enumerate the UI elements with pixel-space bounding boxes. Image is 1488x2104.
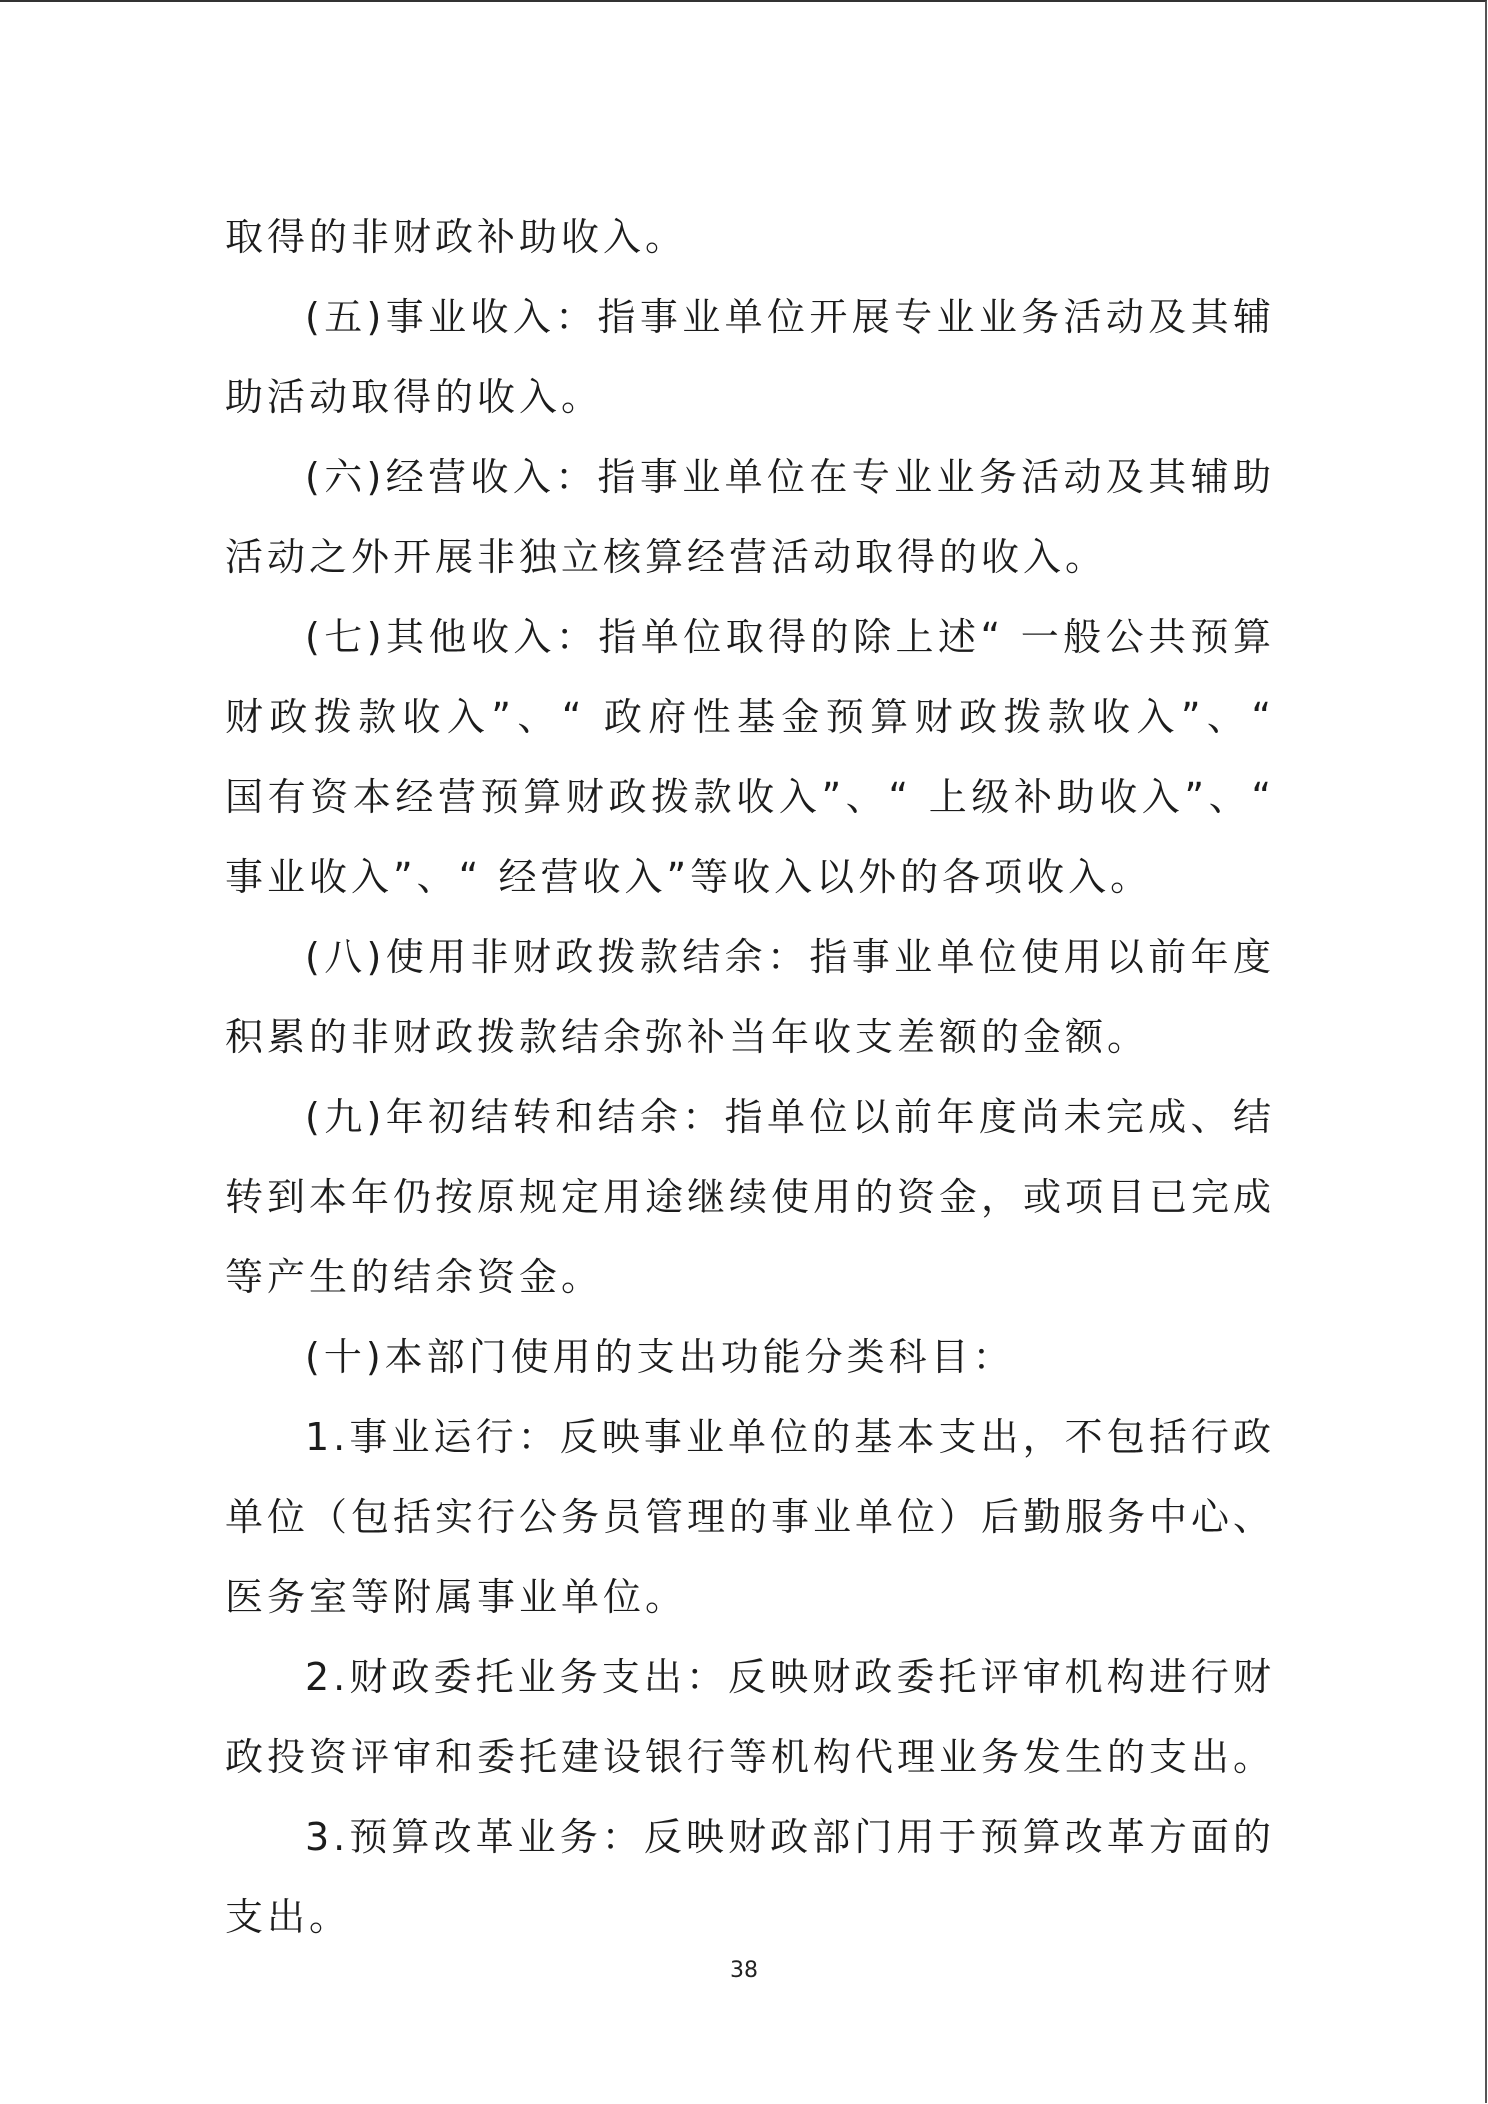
- paragraph-continuation: 取得的非财政补助收入。: [225, 215, 688, 259]
- paragraph-subject-1: 1.事业运行：反映事业单位的基本支出，不包括行政单位（包括实行公务员管理的事业单位）后勤服务中心、医务室等附属事业单位。: [225, 1415, 1276, 1619]
- paragraph-business-income: (五)事业收入：指事业单位开展专业业务活动及其辅助活动取得的收入。: [225, 295, 1275, 419]
- paragraph-operating-income: (六)经营收入：指事业单位在专业业务活动及其辅助活动之外开展非独立核算经营活动取得的收入。: [225, 455, 1275, 579]
- paragraph-subject-3: 3.预算改革业务：反映财政部门用于预算改革方面的支出。: [225, 1815, 1275, 1939]
- document-body: [225, 197, 1275, 1957]
- paragraph-subject-2: 2.财政委托业务支出：反映财政委托评审机构进行财政投资评审和委托建设银行等机构代理业务发生的支出。: [225, 1655, 1276, 1779]
- paragraph-other-income: (七)其他收入：指单位取得的除上述“ 一般公共预算财政拨款收入”、“ 政府性基金预算财政拨款收入”、“ 国有资本经营预算财政拨款收入”、“ 上级补助收入”、“ 事业收入”、“ 经营收入”等收入以外的各项收入。: [225, 615, 1275, 899]
- paragraph-carryover-surplus: (九)年初结转和结余：指单位以前年度尚未完成、结转到本年仍按原规定用途继续使用的资金，或项目已完成等产生的结余资金。: [225, 1095, 1276, 1299]
- paragraph-expenditure-subjects: (十)本部门使用的支出功能分类科目：: [305, 1335, 1015, 1379]
- page-number: 38: [730, 1958, 758, 1983]
- paragraph-non-fiscal-surplus: (八)使用非财政拨款结余：指事业单位使用以前年度积累的非财政拨款结余弥补当年收支差额的金额。: [225, 935, 1275, 1059]
